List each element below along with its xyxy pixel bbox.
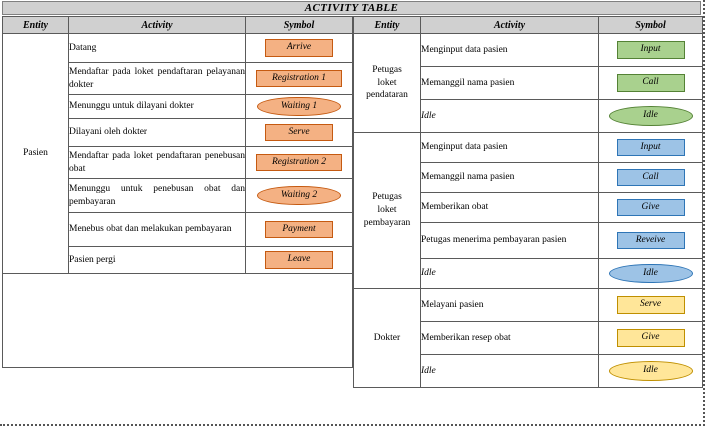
symbol-rect-green: Call xyxy=(617,74,685,92)
symbol-ellipse-yellow: Idle xyxy=(609,361,693,381)
tables-container xyxy=(2,16,701,422)
activity-cell: Memanggil nama pasien xyxy=(421,163,599,193)
activity-cell: Menebus obat dan melakukan pembayaran xyxy=(69,213,246,247)
symbol-cell xyxy=(599,193,703,223)
symbol-cell xyxy=(246,247,353,274)
symbol-cell xyxy=(599,133,703,163)
activity-cell: Datang xyxy=(69,34,246,63)
symbol-cell xyxy=(246,179,353,213)
right-activity-table xyxy=(353,16,703,388)
activity-cell: Memberikan resep obat xyxy=(421,322,599,355)
symbol-rect-orange: Arrive xyxy=(265,39,333,57)
entity-line: pendataran xyxy=(366,90,408,101)
table-row xyxy=(3,34,353,63)
entity-line: pembayaran xyxy=(363,217,411,228)
entity-line: Petugas xyxy=(372,192,402,203)
table-row xyxy=(354,133,703,163)
table-row xyxy=(354,34,703,67)
entity-cell-pasien: Pasien xyxy=(3,34,69,274)
symbol-rect-blue: Input xyxy=(617,139,685,157)
activity-cell: Petugas menerima pembayaran pasien xyxy=(421,223,599,259)
activity-cell: Memberikan obat xyxy=(421,193,599,223)
activity-cell: Dilayani oleh dokter xyxy=(69,119,246,147)
activity-cell: Melayani pasien xyxy=(421,289,599,322)
symbol-cell xyxy=(599,100,703,133)
symbol-cell xyxy=(246,34,353,63)
left-header-row xyxy=(3,17,353,34)
entity-line: loket xyxy=(377,77,397,88)
left-header-symbol: Symbol xyxy=(246,17,353,34)
symbol-rect-blue: Call xyxy=(617,169,685,187)
entity-cell-dokter xyxy=(354,289,421,388)
symbol-ellipse-green: Idle xyxy=(609,106,693,126)
symbol-cell xyxy=(599,34,703,67)
entity-cell-petugas-loket-pembayaran xyxy=(354,133,421,289)
activity-cell: Mendaftar pada loket pendaftaran penebusan obat xyxy=(69,147,246,179)
entity-line: loket xyxy=(377,205,397,216)
activity-cell: Menunggu untuk dilayani dokter xyxy=(69,95,246,119)
activity-cell: Memanggil nama pasien xyxy=(421,67,599,100)
symbol-cell xyxy=(246,63,353,95)
symbol-rect-yellow: Give xyxy=(617,329,685,347)
activity-cell: Idle xyxy=(421,100,599,133)
right-header-symbol: Symbol xyxy=(599,17,703,34)
activity-cell: Menginput data pasien xyxy=(421,133,599,163)
entity-line: Dokter xyxy=(373,332,401,343)
table-row xyxy=(354,289,703,322)
symbol-cell xyxy=(599,355,703,388)
left-activity-table xyxy=(2,16,353,368)
symbol-rect-orange: Registration 1 xyxy=(256,70,342,88)
left-header-entity: Entity xyxy=(3,17,69,34)
empty-cell xyxy=(3,274,353,368)
activity-cell: Mendaftar pada loket pendaftaran pelayanan dokter xyxy=(69,63,246,95)
entity-cell-petugas-loket-pendataran xyxy=(354,34,421,133)
symbol-ellipse-orange: Waiting 2 xyxy=(257,186,341,206)
symbol-cell xyxy=(246,147,353,179)
right-header-entity: Entity xyxy=(354,17,421,34)
activity-cell: Idle xyxy=(421,259,599,289)
table-title-bar xyxy=(2,1,701,15)
symbol-ellipse-orange: Waiting 1 xyxy=(257,97,341,117)
entity-line: Petugas xyxy=(372,64,402,75)
activity-cell: Pasien pergi xyxy=(69,247,246,274)
right-header-activity: Activity xyxy=(421,17,599,34)
symbol-cell xyxy=(599,259,703,289)
symbol-rect-orange: Serve xyxy=(265,124,333,142)
symbol-ellipse-blue: Idle xyxy=(609,264,693,284)
symbol-cell xyxy=(246,119,353,147)
symbol-cell xyxy=(599,67,703,100)
symbol-rect-blue: Give xyxy=(617,199,685,217)
symbol-rect-yellow: Serve xyxy=(617,296,685,314)
symbol-cell xyxy=(246,213,353,247)
symbol-cell xyxy=(599,223,703,259)
symbol-rect-orange: Leave xyxy=(265,251,333,269)
right-header-row xyxy=(354,17,703,34)
right-table-body xyxy=(354,34,703,388)
left-table-body xyxy=(3,34,353,368)
symbol-cell xyxy=(599,289,703,322)
activity-cell: Menunggu untuk penebusan obat dan pembayaran xyxy=(69,179,246,213)
page-title: ACTIVITY TABLE xyxy=(304,2,399,14)
left-table-empty-row xyxy=(3,274,353,368)
activity-cell: Idle xyxy=(421,355,599,388)
symbol-rect-green: Input xyxy=(617,41,685,59)
symbol-cell xyxy=(599,322,703,355)
left-header-activity: Activity xyxy=(69,17,246,34)
activity-cell: Menginput data pasien xyxy=(421,34,599,67)
symbol-cell xyxy=(599,163,703,193)
symbol-rect-orange: Payment xyxy=(265,221,333,239)
symbol-rect-orange: Registration 2 xyxy=(256,154,342,172)
symbol-rect-blue: Reveive xyxy=(617,232,685,250)
symbol-cell xyxy=(246,95,353,119)
